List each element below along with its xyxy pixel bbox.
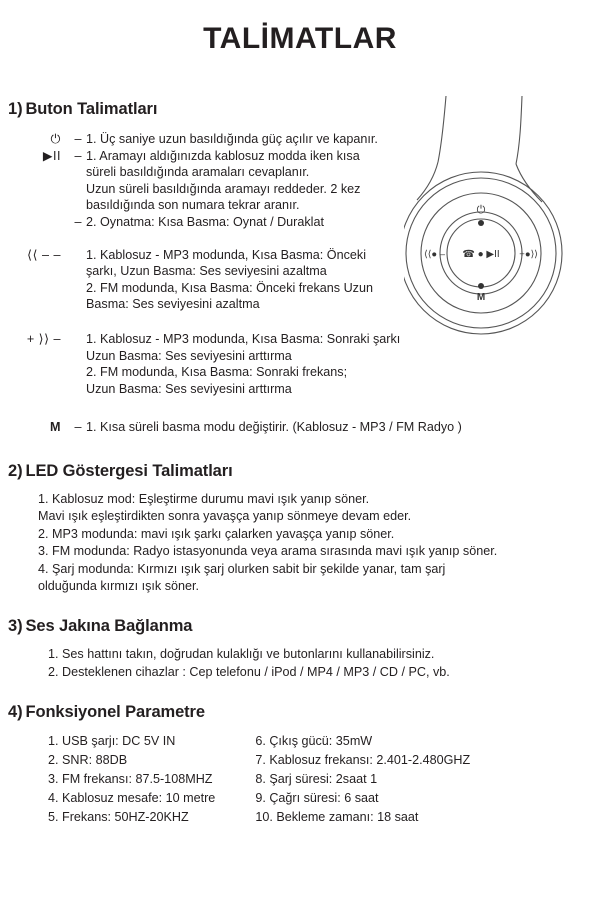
headband-arm-right <box>516 96 522 164</box>
list-item: 1. Ses hattını takın, doğrudan kulaklığı ve butonlarını kullanabilirsiniz. <box>48 647 435 662</box>
list-item: 3. FM modunda: Radyo istasyonunda veya arama sırasında mavi ışık yanıp söner. <box>38 544 498 559</box>
earcup-next-label: +●⟩⟩ <box>519 249 538 260</box>
power-icon: ⏻ <box>50 132 61 146</box>
list-item: Mavi ışık eşleştirdikten sonra yavaşça yanıp sönmeye devam eder. <box>38 509 412 524</box>
audio-jack-instruction-list <box>0 646 600 681</box>
parameter-item: 10. Bekleme zamanı: 18 saat <box>255 810 419 825</box>
text-line: Uzun Basma: Ses seviyesini arttırma <box>86 348 292 363</box>
page-title: TALİMATLAR <box>203 22 397 55</box>
section-number-2: 2) <box>8 461 23 480</box>
play-pause-icon: ▶II <box>42 148 61 163</box>
row-dash: – <box>74 148 82 163</box>
headband-arm-left <box>438 96 446 162</box>
parameter-item: 3. FM frekansı: 87.5-108MHZ <box>48 772 213 787</box>
button-row-mode-text <box>86 419 600 436</box>
text-line: süreli basıldığında aramaları cevaplanır. <box>86 165 310 180</box>
parameter-item: 1. USB şarjı: DC 5V IN <box>48 734 176 749</box>
section-number-4: 4) <box>8 703 23 722</box>
earcup-center-call-play-label: ☎ ● ▶II <box>462 249 500 260</box>
parameter-item: 2. SNR: 88DB <box>48 753 128 768</box>
list-item: 4. Şarj modunda: Kırmızı ışık şarj olurken sabit bir şekilde yanar, tam şarj <box>38 561 446 576</box>
text-line: 1. Aramayı aldığınızda kablosuz modda iken kısa <box>86 148 360 163</box>
section-heading-led <box>0 462 600 481</box>
text-line: basıldığında son numara tekrar aranır. <box>86 198 300 213</box>
section-number-1: 1) <box>8 100 23 118</box>
earcup-mode-label: M <box>476 292 486 303</box>
section-title-3: Ses Jakına Bağlanma <box>25 617 193 636</box>
text-line: 1. Üç saniye uzun basıldığında güç açılır ve kapanır. <box>86 132 378 146</box>
section-title-4: Fonksiyonel Parametre <box>25 703 205 722</box>
list-item: olduğunda kırmızı ışık söner. <box>38 578 200 593</box>
parameter-item: 9. Çağrı süresi: 6 saat <box>255 791 379 806</box>
parameter-item: 5. Frekans: 50HZ-20KHZ <box>48 810 189 825</box>
parameter-item: 8. Şarj süresi: 2saat 1 <box>255 772 378 787</box>
earcup-power-button-dot <box>478 220 484 226</box>
parameter-table <box>0 732 600 827</box>
next-volume-up-icon: + ⟩⟩ – <box>26 331 61 346</box>
section-title-1: Buton Talimatları <box>25 100 158 118</box>
text-line: 2. FM modunda, Kısa Basma: Sonraki frekans; <box>86 365 348 380</box>
section-number-3: 3) <box>8 617 23 636</box>
text-line: 2. Oynatma: Kısa Basma: Oynat / Duraklat <box>86 214 324 229</box>
text-line: 1. Kablosuz - MP3 modunda, Kısa Basma: Önceki <box>86 247 366 262</box>
parameter-column-right <box>255 732 470 827</box>
row-dash: – <box>74 214 82 229</box>
text-line: 1. Kablosuz - MP3 modunda, Kısa Basma: Sonraki şarkı <box>86 331 401 346</box>
parameter-column-left <box>48 732 215 827</box>
text-line: Basma: Ses seviyesini azaltma <box>86 297 260 312</box>
parameter-item: 7. Kablosuz frekansı: 2.401-2.480GHZ <box>255 753 471 768</box>
earcup-mode-button-dot <box>478 283 484 289</box>
earcup-power-icon: ⏻ <box>476 204 486 216</box>
led-instruction-list <box>0 491 600 595</box>
text-line: 1. Kısa süreli basma modu değiştirir. (Kablosuz - MP3 / FM Radyo ) <box>86 420 462 435</box>
button-row-mode <box>8 419 600 436</box>
text-line: Uzun Basma: Ses seviyesini arttırma <box>86 381 292 396</box>
previous-volume-down-icon: ⟨⟨ – – <box>27 247 61 262</box>
list-item: 2. Desteklenen cihazlar : Cep telefonu / iPod / MP4 / MP3 / CD / PC, vb. <box>48 664 450 679</box>
earcup-previous-label: ⟨⟨● – <box>424 249 446 260</box>
row-dash: – <box>74 132 82 146</box>
section-heading-parameters <box>0 703 600 722</box>
row-dash: – <box>74 420 82 435</box>
text-line: Uzun süreli basıldığında aramayı reddeder. 2 kez <box>86 181 361 196</box>
parameter-item: 6. Çıkış gücü: 35mW <box>255 734 373 749</box>
text-line: 2. FM modunda, Kısa Basma: Önceki frekans Uzun <box>86 280 373 295</box>
headphone-earcup-diagram <box>404 96 600 346</box>
mode-button-icon: M <box>50 420 61 435</box>
section-title-2: LED Göstergesi Talimatları <box>25 461 233 480</box>
parameter-item: 4. Kablosuz mesafe: 10 metre <box>48 791 216 806</box>
list-item: 2. MP3 modunda: mavi ışık şarkı çalarken yavaşça yanıp söner. <box>38 526 395 541</box>
text-line: şarkı, Uzun Basma: Ses seviyesini azaltma <box>86 264 327 279</box>
section-heading-audio-jack <box>0 617 600 636</box>
list-item: 1. Kablosuz mod: Eşleştirme durumu mavi ışık yanıp söner. <box>38 491 370 506</box>
